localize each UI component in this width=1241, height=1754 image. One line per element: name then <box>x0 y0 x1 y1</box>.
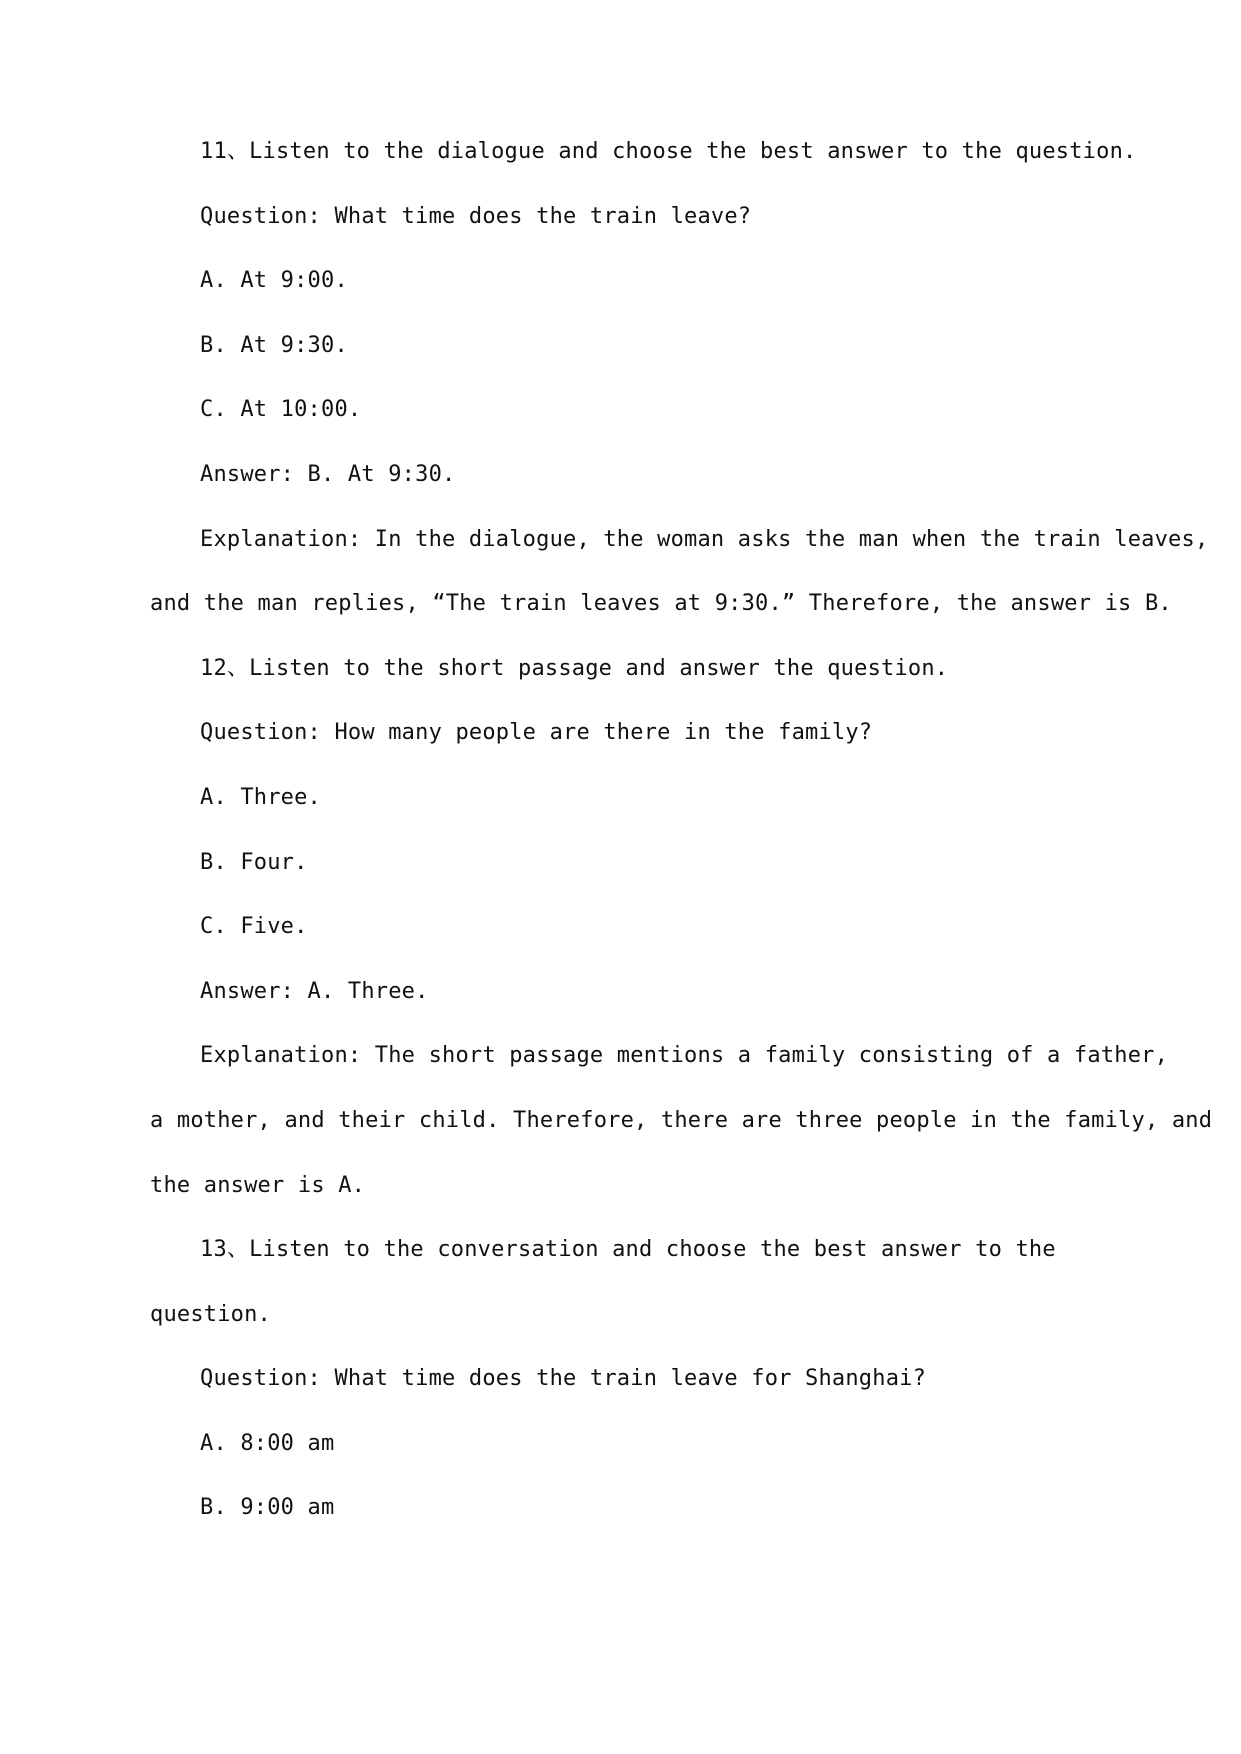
question-13-text: Question: What time does the train leave for Shanghai? <box>200 1366 927 1392</box>
question-11-option-a: A. At 9:00. <box>200 268 348 294</box>
question-12-explanation-line-2: a mother, and their child. Therefore, there are three people in the family, and <box>150 1107 1213 1133</box>
question-13-option-a: A. 8:00 am <box>200 1430 335 1456</box>
question-12-option-c: C. Five. <box>200 914 308 940</box>
question-12-prompt: 12、Listen to the short passage and answer the question. <box>200 655 949 681</box>
question-12-explanation-line-1: Explanation: The short passage mentions a family consisting of a father, <box>200 1043 1169 1069</box>
question-13-option-b: B. 9:00 am <box>200 1495 335 1521</box>
document-body <box>150 136 1213 1557</box>
question-11-option-b: B. At 9:30. <box>200 332 348 358</box>
question-13-prompt-line-1: 13、Listen to the conversation and choose the best answer to the <box>200 1237 1056 1263</box>
question-12-option-a: A. Three. <box>200 784 322 810</box>
question-12-option-b: B. Four. <box>200 849 308 875</box>
question-13-prompt-line-2: question. <box>150 1301 272 1327</box>
question-11-explanation-line-2: and the man replies, “The train leaves at 9:30.” Therefore, the answer is B. <box>150 591 1172 617</box>
question-12-explanation-line-3: the answer is A. <box>150 1172 366 1198</box>
question-11-text: Question: What time does the train leave? <box>200 203 752 229</box>
question-12-answer: Answer: A. Three. <box>200 978 429 1004</box>
question-11-explanation-line-1: Explanation: In the dialogue, the woman asks the man when the train leaves, <box>200 526 1209 552</box>
question-11-prompt: 11、Listen to the dialogue and choose the best answer to the question. <box>200 139 1137 164</box>
question-11-option-c: C. At 10:00. <box>200 397 362 423</box>
question-12-text: Question: How many people are there in the family? <box>200 720 873 746</box>
question-11-answer: Answer: B. At 9:30. <box>200 461 456 487</box>
